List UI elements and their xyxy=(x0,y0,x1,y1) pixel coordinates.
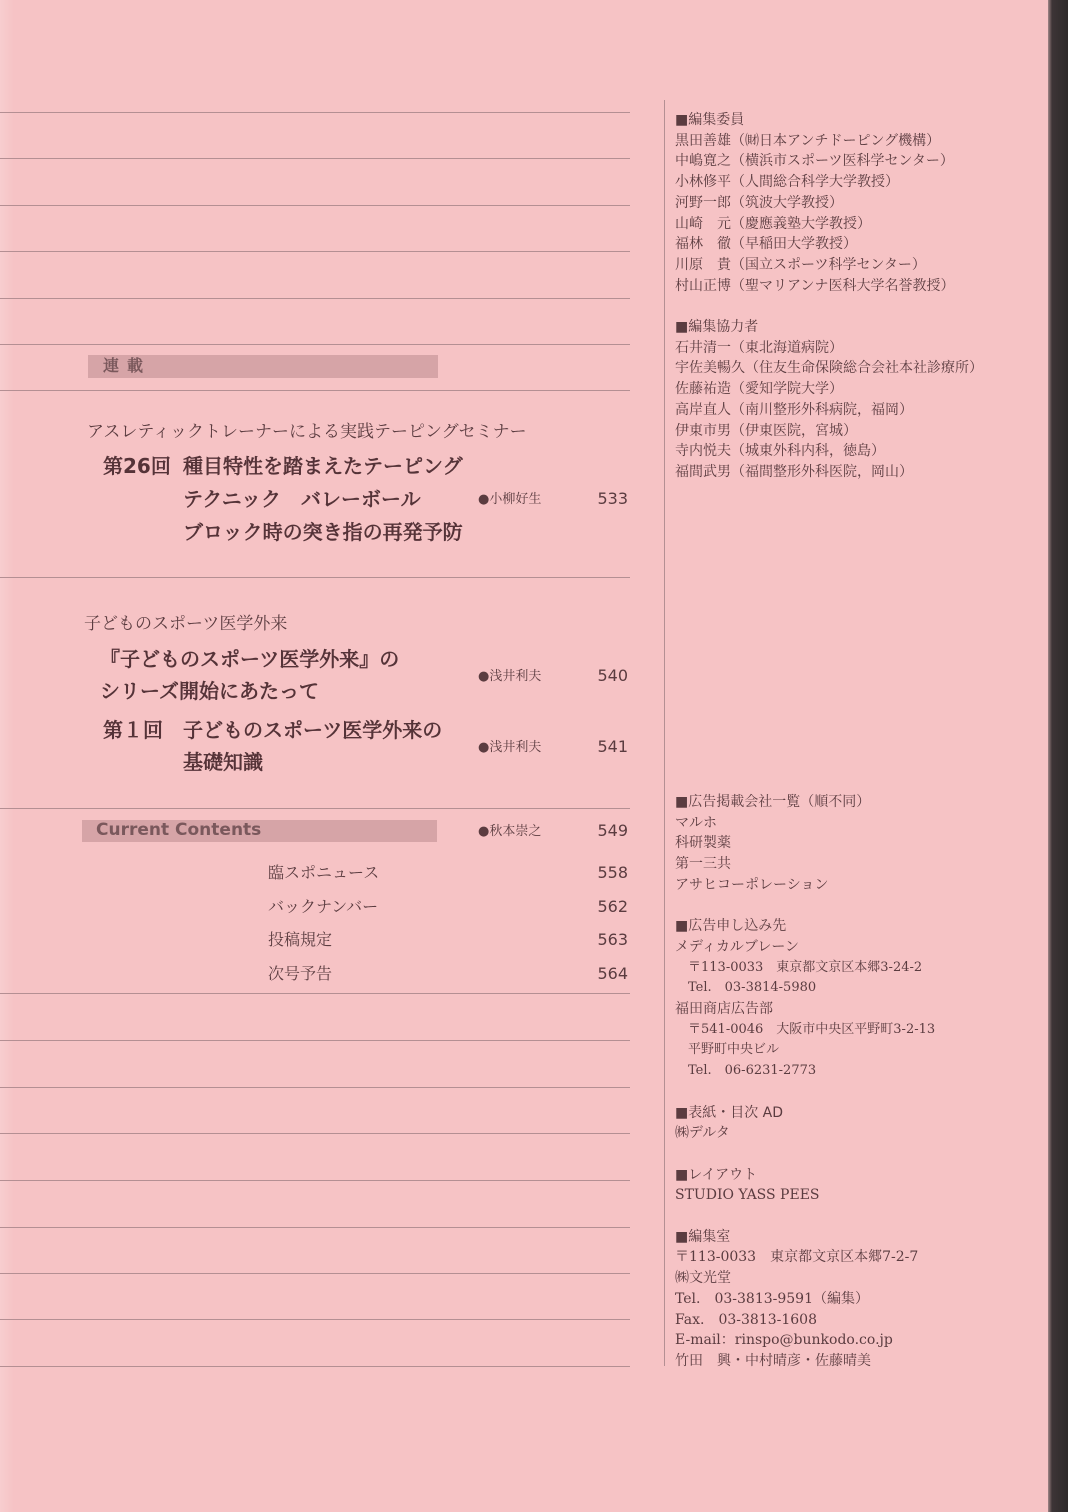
page-number: 541 xyxy=(597,737,628,756)
staff-column-top xyxy=(675,110,1043,483)
ad-agency-name: 福田商店広告部 xyxy=(675,1001,773,1018)
editorial-office-email: E-mail：rinspo@bunkodo.co.jp xyxy=(675,1332,893,1349)
contributors-group xyxy=(675,317,1043,483)
advertisers-group xyxy=(675,792,1043,896)
ruled-line xyxy=(0,1133,630,1134)
misc-entry-label: バックナンバー xyxy=(268,897,379,916)
ruled-line xyxy=(0,251,630,252)
advertiser-name: 第一三共 xyxy=(675,856,731,873)
ad-contacts-group xyxy=(675,916,1043,1082)
contributor-name: 福間武男（福間整形外科医院，岡山） xyxy=(675,463,913,480)
article-title-line: 子どものスポーツ医学外来の xyxy=(183,718,443,742)
page-number: 540 xyxy=(597,666,628,685)
page-edge-left xyxy=(0,0,14,1512)
cover-designer-name: ㈱デルタ xyxy=(675,1125,730,1142)
ruled-line xyxy=(0,1273,630,1274)
serial-header-label: 連載 xyxy=(103,356,152,375)
article-title-line: 『子どものスポーツ医学外来』の xyxy=(100,647,400,671)
publisher-name: ㈱文光堂 xyxy=(675,1270,731,1287)
page-number: 558 xyxy=(597,863,628,882)
editor-name: 河野一郎（筑波大学教授） xyxy=(675,194,843,211)
editor-name: 川原 貴（国立スポーツ科学センター） xyxy=(675,256,926,273)
contributor-name: 佐藤祐造（愛知学院大学） xyxy=(675,381,843,398)
ruled-line xyxy=(0,112,630,113)
page-number: 533 xyxy=(597,489,628,508)
ruled-line xyxy=(0,1180,630,1181)
page-edge-right xyxy=(1048,0,1068,1512)
editorial-office-heading: ■編集室 xyxy=(675,1228,731,1245)
editors-group xyxy=(675,110,1043,296)
ruled-line xyxy=(0,1227,630,1228)
misc-entry-label: 投稿規定 xyxy=(268,930,333,949)
page-number: 564 xyxy=(597,964,628,983)
editor-name: 中嶋寛之（横浜市スポーツ医科学センター） xyxy=(675,153,954,170)
current-contents-label: Current Contents xyxy=(96,820,262,840)
ruled-line xyxy=(0,1319,630,1320)
ruled-line xyxy=(0,1366,630,1367)
article-author: ●浅井利夫 xyxy=(478,740,542,755)
article-title-line: ブロック時の突き指の再発予防 xyxy=(183,520,463,544)
ad-agency-detail: 〒541-0046 大阪市中央区平野町3-2-13 xyxy=(688,1021,936,1037)
ad-agency-name: メディカルブレーン xyxy=(675,938,800,955)
ruled-line xyxy=(0,390,630,391)
misc-entry-label: 臨スポニュース xyxy=(268,863,380,882)
contributors-heading: ■編集協力者 xyxy=(675,319,759,336)
ruled-line xyxy=(0,158,630,159)
advertisers-heading: ■広告掲載会社一覧（順不同） xyxy=(675,794,871,810)
ad-agency-detail: Tel. 03-3814-5980 xyxy=(688,980,817,996)
article-title-line: 基礎知識 xyxy=(183,750,263,774)
contributor-name: 石井清一（東北海道病院） xyxy=(675,339,843,356)
ruled-line xyxy=(0,577,630,578)
contributor-name: 寺内悦夫（城東外科内科，徳島） xyxy=(675,443,885,460)
ad-contacts-heading: ■広告申し込み先 xyxy=(675,918,787,935)
article-author: ●浅井利夫 xyxy=(478,669,542,684)
article-author: ●秋本崇之 xyxy=(478,824,542,839)
series-title: アスレティックトレーナーによる実践テーピングセミナー xyxy=(87,422,527,442)
editor-name: 山崎 元（慶應義塾大学教授） xyxy=(675,215,871,232)
ruled-line xyxy=(0,993,630,994)
ad-agency-detail: Tel. 06-6231-2773 xyxy=(688,1063,817,1079)
ad-agency-detail: 平野町中央ビル xyxy=(688,1042,780,1058)
ruled-line xyxy=(0,205,630,206)
editorial-office-tel: Tel. 03-3813-9591（編集） xyxy=(675,1290,869,1307)
advertiser-name: マルホ xyxy=(675,814,717,831)
contributor-name: 宇佐美暢久（住友生命保険総合会社本社診療所） xyxy=(675,360,983,377)
ad-agency-detail: 〒113-0033 東京都文京区本郷3-24-2 xyxy=(688,959,923,975)
ruled-line xyxy=(0,1040,630,1041)
ruled-line xyxy=(0,1087,630,1088)
layout-credit-heading: ■レイアウト xyxy=(675,1166,758,1183)
advertiser-name: アサヒコーポレーション xyxy=(675,876,829,893)
editor-name: 小林修平（人間総合科学大学教授） xyxy=(675,174,899,191)
page-number: 563 xyxy=(597,930,628,949)
ruled-line xyxy=(0,344,630,345)
editorial-office-fax: Fax. 03-3813-1608 xyxy=(675,1311,817,1328)
editorial-office-group xyxy=(675,1227,1043,1372)
contributor-name: 高岸直人（南川整形外科病院，福岡） xyxy=(675,401,913,418)
misc-entry-label: 次号予告 xyxy=(268,964,333,983)
editorial-office-address: 〒113-0033 東京都文京区本郷7-2-7 xyxy=(675,1249,919,1266)
editor-name: 福林 徹（早稲田大学教授） xyxy=(675,236,857,253)
series-title: 子どものスポーツ医学外来 xyxy=(84,614,288,634)
editors-heading: ■編集委員 xyxy=(675,112,745,128)
editorial-staff-names: 竹田 興・中村晴彦・佐藤晴美 xyxy=(675,1352,871,1369)
contributor-name: 伊東市男（伊東医院，宮城） xyxy=(675,422,857,439)
column-divider xyxy=(664,100,665,1366)
page-number: 549 xyxy=(597,821,628,840)
layout-credit-group xyxy=(675,1165,1043,1206)
article-title-line: テクニック バレーボール xyxy=(183,487,421,511)
article-title-line: シリーズ開始にあたって xyxy=(100,679,319,703)
cover-design-group xyxy=(675,1103,1043,1144)
editor-name: 村山正博（聖マリアンナ医科大学名誉教授） xyxy=(675,277,955,294)
ruled-line xyxy=(0,808,630,809)
advertiser-name: 科研製薬 xyxy=(675,835,731,852)
article-author: ●小柳好生 xyxy=(478,492,542,507)
episode-number: 第１回 xyxy=(103,718,163,742)
staff-column-bottom xyxy=(675,792,1043,1372)
episode-number: 第26回 xyxy=(103,454,171,478)
ruled-line xyxy=(0,298,630,299)
article-title-line: 種目特性を踏まえたテーピング xyxy=(183,454,463,478)
page-number: 562 xyxy=(597,897,628,916)
editor-name: 黒田善雄（㈶日本アンチドーピング機構） xyxy=(675,132,941,149)
layout-credit-name: STUDIO YASS PEES xyxy=(675,1187,820,1204)
cover-design-heading: ■表紙・目次 AD xyxy=(675,1104,784,1121)
